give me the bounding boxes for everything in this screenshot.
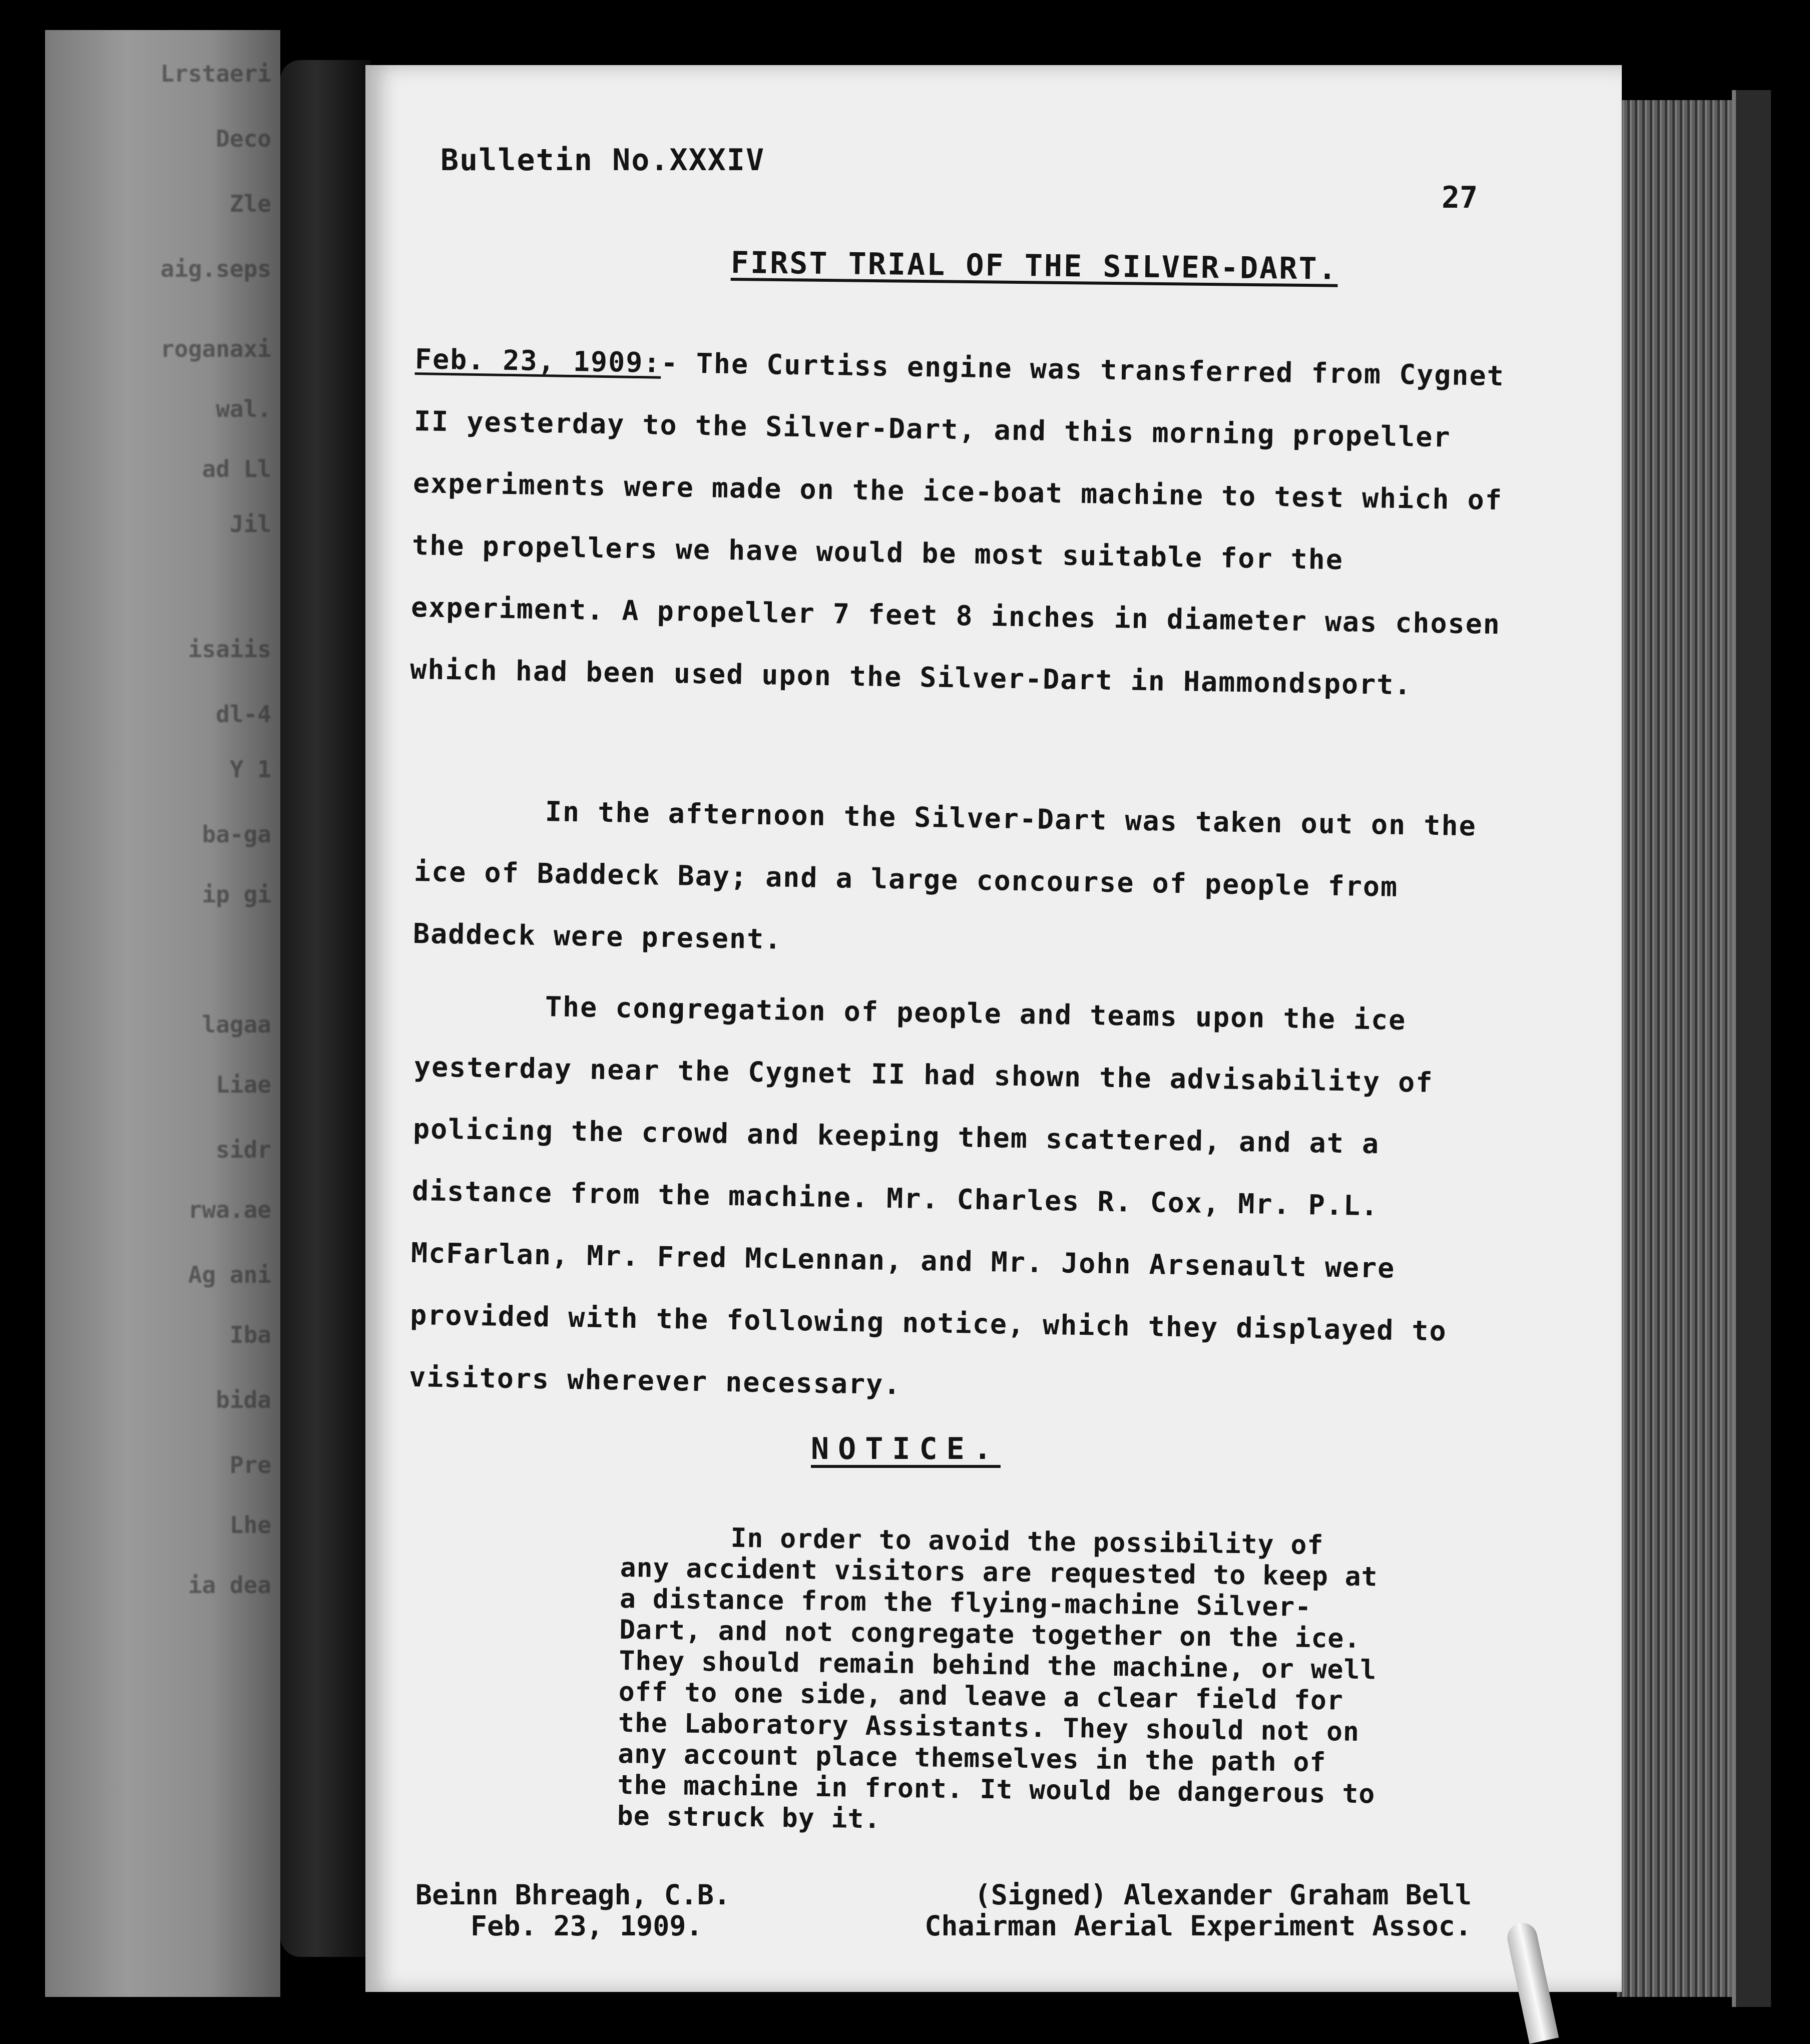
signature-signed: (Signed) Alexander Graham Bell bbox=[974, 1879, 1472, 1911]
left-page-text-fragment: Jil bbox=[229, 510, 271, 538]
notice-heading: NOTICE. bbox=[811, 1431, 1001, 1466]
left-page-text-fragment: Liae bbox=[216, 1071, 271, 1098]
left-page-text-fragment: roganaxi bbox=[160, 335, 271, 362]
signature-date: Feb. 23, 1909. bbox=[471, 1910, 703, 1942]
book-cover-edge bbox=[1732, 90, 1771, 2007]
left-page-text-fragment: Pre bbox=[229, 1451, 271, 1478]
bulletin-number: Bulletin No.XXXIV bbox=[440, 143, 765, 178]
left-page-text-fragment: lagaa bbox=[202, 1011, 271, 1038]
left-page-text-fragment: Y 1 bbox=[229, 756, 271, 783]
left-page-text-fragment: isaiis bbox=[188, 636, 271, 663]
left-page-text-fragment: Iba bbox=[229, 1321, 271, 1348]
signature-title: Chairman Aerial Experiment Assoc. bbox=[925, 1910, 1472, 1942]
signature-block bbox=[851, 1879, 1472, 1941]
paragraph-2: In the afternoon the Silver-Dart was taken out on the ice of Baddeck Bay; and a large concourse of people from Baddeck were present. bbox=[412, 795, 1477, 955]
left-page-text-fragment: Deco bbox=[216, 125, 271, 152]
notice-body: In order to avoid the possibility of any accident visitors are requested to keep at a distance from the flying-machine Silver-Dart, and not congregate together on the ice. They should remain behind the machine, or well off to one side, and leave a clear field for the Laboratory Assistants. They should not on any account place themselves in the path of the machine in front. It would be dangerous to be struck by it. bbox=[617, 1522, 1378, 1835]
date-lead: Feb. 23, 1909: bbox=[414, 342, 662, 379]
left-page-text-fragment: ba-ga bbox=[202, 821, 271, 848]
left-page-text-fragment: dl-4 bbox=[216, 701, 271, 728]
paragraph-1 bbox=[409, 328, 1516, 717]
paragraph-3: The congregation of people and teams upon the ice yesterday near the Cygnet II had shown the advisability of policing the crowd and keeping them scattered, and at a distance from the machine. Mr. Charles R. Cox, Mr. P.L. McFarlan, Mr. Fred McLennan, and Mr. John Arsenault were provided with the following notice, which they displayed to visitors wherever necessary. bbox=[408, 990, 1448, 1401]
left-page-text-fragment: Lhe bbox=[229, 1511, 271, 1539]
left-page-text-fragment: Ag ani bbox=[188, 1261, 271, 1288]
left-page-text-fragment: ad Ll bbox=[202, 455, 271, 482]
left-page-text-fragment: sidr bbox=[216, 1136, 271, 1163]
left-page-text-fragment: Lrstaeri bbox=[160, 60, 271, 87]
left-facing-page bbox=[45, 30, 280, 1997]
left-page-text-fragment: rwa.ae bbox=[188, 1196, 271, 1223]
page-number: 27 bbox=[1442, 180, 1478, 215]
signature-place: Beinn Bhreagh, C.B. bbox=[415, 1879, 731, 1911]
left-page-text-fragment: Zle bbox=[229, 190, 271, 217]
book-gutter bbox=[280, 60, 370, 1957]
left-page-text-fragment: aig.seps bbox=[160, 255, 271, 282]
left-page-text-fragment: ip gi bbox=[202, 881, 271, 908]
left-page-text-fragment: ia dea bbox=[188, 1572, 271, 1599]
signature-place-date bbox=[415, 1879, 730, 1941]
paragraph-1-text: - The Curtiss engine was transferred from Cygnet II yesterday to the Silver-Dart, and this morning propeller experiments were made on the ice-boat machine to test which of the propellers we have would be most suitable for the experiment. A propeller 7 feet 8 inches in diameter was chosen which had been used upon the Silver-Dart in Hammondsport. bbox=[409, 346, 1505, 701]
page-title: FIRST TRIAL OF THE SILVER-DART. bbox=[730, 245, 1338, 287]
left-page-text-fragment: wal. bbox=[216, 395, 271, 422]
left-page-text-fragment: bida bbox=[216, 1386, 271, 1413]
